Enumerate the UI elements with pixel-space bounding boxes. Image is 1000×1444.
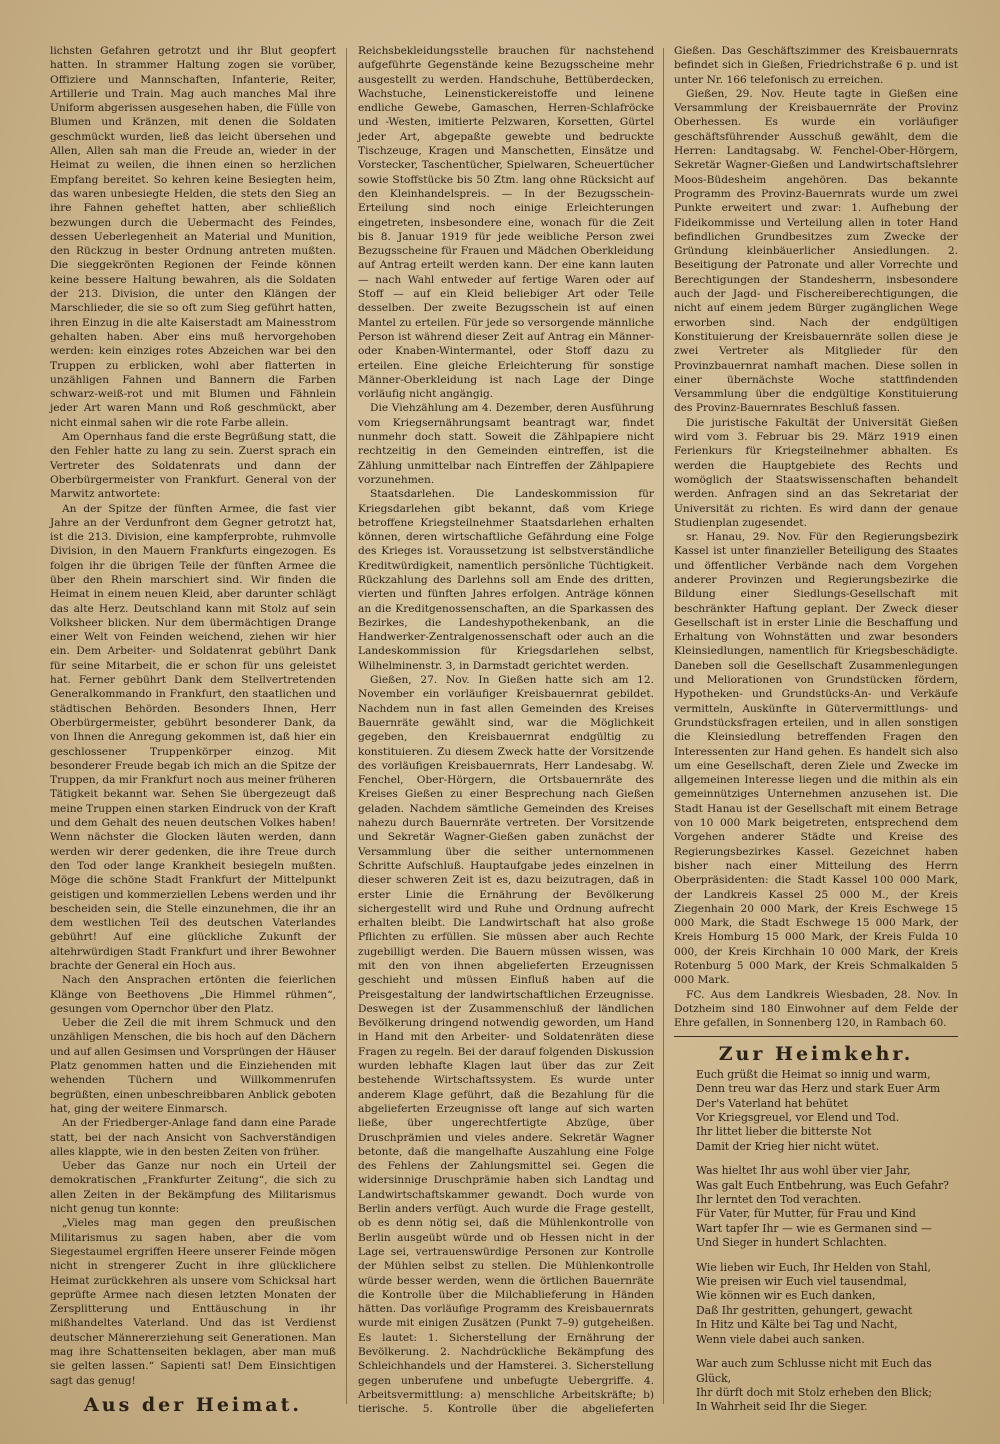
column-middle [350, 44, 662, 1414]
poem-line: Denn treu war das Herz und stark Euer Arm [696, 1082, 941, 1096]
poem-line: Vor Kriegsgreuel, vor Elend und Tod. [696, 1111, 900, 1124]
article-paragraph: Die Viehzählung am 4. Dezember, deren Ausführung vom Kriegsernährungsamt beantragt war, findet nunmehr doch statt. Soweit die Zählpapiere nicht rechtzeitig in den Gemeinden eintreffen, ist die Zählung unmittelbar nach Eintreffen der Zählpapiere vorzunehmen. [358, 402, 654, 486]
poem-line: Was hieltet Ihr aus wohl über vier Jahr, [696, 1164, 911, 1178]
article-paragraph: An der Friedberger-Anlage fand dann eine Parade statt, bei der nach Ansicht von Sachverständigen alles klappte, wie in den besten Zeiten von früher. [50, 1117, 336, 1158]
divider [674, 1036, 958, 1037]
poem-line: Damit der Krieg hier nicht wütet. [696, 1139, 880, 1153]
article-paragraph: Gießen, 27. Nov. In Gießen hatte sich am 12. November ein vorläufiger Kreisbauernrat gebildet. Nachdem nun in fast allen Gemeinden des Kreises Bauernräte gewählt sind, war die Möglichkeit gegeben, den Kreisbauernrat endgültig zu konstituieren. Zu diesem Zweck hatte der Vorsitzende des vorläufigen Kreisbauernrats, Herr Landesabg. W. Fenchel, Ober-Hörgern, die Ortsbauernräte des Kreises Gießen zu einer Besprechung nach Gießen geladen. Nachdem sämtliche Gemeinden des Kreises nahezu durch Bauernräte vertreten. Der Vorsitzende und Sekretär Wagner-Gießen gaben zunächst der Versammlung über die seither unternommenen Schritte Aufschluß. Hauptaufgabe jedes einzelnen in dieser schweren Zeit ist es, dazu beizutragen, daß in erster Linie die Ernährung der Bevölkerung sichergestellt wird und Ruhe und Ordnung aufrecht erhalten bleibt. Die Landwirtschaft hat also große Pflichten zu erfüllen. Sie müssen aber auch Rechte zugebilligt werden. Die Bauern müssen wissen, was mit den von ihnen abgelieferten Erzeugnissen geschieht und müssen Einfluß haben auf die Preisgestaltung der landwirtschaftlichen Erzeugnisse. Deswegen ist der Zusammenschluß der ländlichen Bevölkerung dringend notwendig geworden, um Hand in Hand mit den Arbeiter- und Soldatenräten diese Fragen zu regeln. Bei der darauf folgenden Diskussion wurden lebhafte Klagen laut über das zur Zeit bestehende Wirtschaftssystem. Es wurde unter anderem Klage geführt, daß die Bezahlung für die abgelieferten Erzeugnisse oft lange auf sich warten ließe, über ungerechtfertigte Abzüge, über Druschprämien und vieles andere. Sekretär Wagner betonte, daß die mangelhafte Auszahlung eine Folge des Fehlens der Zahlungsmittel sei. Gegen die widersinnige Druschprämie haben sich Landtag und Landwirtschaftskammer gewandt. Doch wurde von Berlin anders verfügt. Auch wurde die Frage gestellt, ob es denn nötig sei, daß die Mühlenkontrolle von Berlin ausgeübt würde und ob Hessen nicht in der Lage sei, vertrauenswürdige Personen zur Kontrolle der Mühlen selbst zu stellen. Die Mühlenkontrolle würde besser werden, wenn die örtlichen Bauernräte die Kontrolle über die Milchablieferung in Händen hätten. Das vorläufige Programm des Kreisbauernrats wurde mit einigen Zusätzen (Punkt 7–9) gutgeheißen. Es lautet: 1. Sicherstellung der Ernährung der Bevölkerung. 2. Nachdrückliche Bekämpfung des Schleichhandels und der Hamsterei. 3. Sicherstellung gegen unberufene und unbefugte Uebergriffe. 4. Arbeitsvermittlung: a) menschliche Arbeitskräfte; b) tierische. 5. Kontrolle über die abgelieferten [358, 674, 654, 1414]
poem-line: Wie preisen wir Euch viel tausendmal, [696, 1275, 907, 1289]
poem-line: Ihr littet lieber die bitterste Not [696, 1125, 872, 1139]
poem-stanza [696, 1164, 958, 1250]
article-paragraph: Reichsbekleidungsstelle brauchen für nachstehend aufgeführte Gegenstände keine Bezugsscheine mehr ausgestellt zu werden. Handschuhe, Bettüberdecken, Wachstuche, Leinenstickereistoffe und leinene endliche Gewebe, Gamaschen, Herren-Schlafröcke und -Westen, imitierte Pelzwaren, Korsetten, Gürtel jeder Art, abgepaßte gewebte und bedruckte Tischzeuge, Kragen und Manschetten, Einsätze und Vorstecker, Taschentücher, Spielwaren, Scheuertücher sowie Stoffstücke bis 50 Ztm. lang ohne Rücksicht auf den Kleinhandelspreis. — In der Bezugsschein-Erteilung sind noch einige Erleichterungen eingetreten, insbesondere eine, wonach für die Zeit bis 8. Januar 1919 für jede weibliche Person zwei Bezugsscheine für Frauen und Mädchen Oberkleidung auf Antrag erteilt werden kann. Der eine kann lauten — nach Wahl entweder auf fertige Waren oder auf Stoff — auf ein Kleid beliebiger Art oder Teile desselben. Der zweite Bezugsschein ist auf einen Mantel zu erteilen. Für jede so versorgende männliche Person ist während dieser Zeit auf Antrag ein Männer- oder Knaben-Wintermantel, oder Stoff dazu zu erteilen. Eine gleiche Erleichterung für sonstige Männer-Oberkleidung ist nach Lage der Dinge vorläufig nicht angängig. [358, 45, 654, 401]
poem-title: Zur Heimkehr. [718, 1043, 914, 1066]
poem-line: Ihr lerntet den Tod verachten. [696, 1193, 862, 1207]
poem-line: Ihr dürft doch mit Stolz erheben den Blick; [696, 1385, 933, 1399]
poem-line: Wie lieben wir Euch, Ihr Helden von Stahl, [696, 1260, 931, 1274]
poem-stanza [696, 1261, 958, 1347]
column-rule [663, 48, 664, 1404]
poem-line: In Wahrheit seid Ihr die Sieger. [696, 1400, 868, 1414]
poem-stanza [696, 1068, 958, 1154]
article-paragraph: Staatsdarlehen. Die Landeskommission für Kriegsdarlehen gibt bekannt, daß vom Kriege betroffene Kriegsteilnehmer Staatsdarlehen erhalten können, deren wirtschaftliche Gefährdung eine Folge des Krieges ist. Voraussetzung ist selbstverständliche Kreditwürdigkeit, namentlich persönliche Tüchtigkeit. Rückzahlung des Darlehns soll am Ende des dritten, vierten und fünften Jahres erfolgen. Anträge können an die Kreditgenossenschaften, an die Sparkassen des Bezirkes, die Landeshypothekenbank, an die Handwerker-Zentralgenossenschaft oder auch an die Landeskommission für Kriegsdarlehen selbst, Wilhelminenstr. 3, in Darmstadt gerichtet werden. [358, 488, 654, 672]
article-paragraph: An der Spitze der fünften Armee, die fast vier Jahre an der Verdunfront dem Gegner getrotzt hat, ist die 213. Division, eine kampferprobte, ruhmvolle Division, in den Mauern Frankfurts eingezogen. Es folgen ihr die übrigen Teile der fünften Armee die über den Rhein marschiert sind. Wir finden die Heimat in einem neuen Kleid, aber darunter schlägt das alte Herz. Deutschland kann mit Stolz auf sein Volksheer blicken. Nur dem übermächtigen Drange einer Welt von Feinden weichend, ziehen wir hier ein. Dem Arbeiter- und Soldatenrat gebührt Dank für seine Mitarbeit, die er schon für uns geleistet hat. Ferner gebührt Dank dem Stellvertretenden Generalkommando in Frankfurt, den staatlichen und städtischen Behörden. Besonders Ihnen, Herr Oberbürgermeister, gebührt besonderer Dank, da von Ihnen die Anregung gekommen ist, daß hier ein geschlossener Truppenkörper einzog. Mit besonderer Freude begab ich mich an die Spitze der Truppen, da mir Frankfurt noch aus meiner früheren Tätigkeit bekannt war. Sehen Sie übergezeugt daß meine Truppen einen starken Eindruck von der Kraft und dem Gehalt des neuen deutschen Volkes haben! Wenn nächster die Glocken läuten werden, dann werden wir derer gedenken, die ihre Treue durch den Tod oder lange Krankheit besiegeln mußten. Möge die schöne Stadt Frankfurt der Mittelpunkt geistigen und kommerziellen Lebens werden und ihr bescheiden sein, die Stelle einzunehmen, die ihr an dem westlichen Teil des deutschen Vaterlandes gebührt! Auf eine glückliche Zukunft der altehrwürdigen Stadt Frankfurt und ihrer Bewohner brachte der General ein Hoch aus. [50, 502, 336, 972]
poem-line: Wie können wir es Euch danken, [696, 1289, 876, 1303]
article-paragraph: Ueber die Zeil die mit ihrem Schmuck und den unzähligen Menschen, die bis hoch auf den Dächern und auf allen Gesimsen und Vorsprüngen der Häuser Platz genommen hatten und die Einziehenden mit wehenden Tüchern und Willkommenrufen begrüßten, einen unbeschreibbaren Anblick geboten hat, ging der weitere Einmarsch. [50, 1017, 336, 1115]
poem [674, 1068, 958, 1414]
column-rule [346, 48, 347, 1404]
article-paragraph: Ueber das Ganze nur noch ein Urteil der demokratischen „Frankfurter Zeitung“, die sich zu allen Zeiten in der Bekämpfung des Militarismus nicht genug tun konnte: [50, 1160, 336, 1216]
poem-line: War auch zum Schlusse nicht mit Euch das Glück, [696, 1357, 932, 1385]
column-right [666, 44, 966, 1414]
poem-line: Wenn viele dabei auch sanken. [696, 1332, 865, 1346]
section-heading-heimat: Aus der Heimat. [84, 1393, 302, 1414]
article-paragraph: Gießen, 29. Nov. Heute tagte in Gießen eine Versammlung der Kreisbauernräte der Provinz Oberhessen. Es wurde ein vorläufiger geschäftsführender Ausschuß gewählt, dem die Herren: Landtagsabg. W. Fenchel-Ober-Hörgern, Sekretär Wagner-Gießen und Landwirtschaftslehrer Moos-Büdesheim angehören. Das bekannte Programm des Provinz-Bauernrats wurde um zwei Punkte erweitert und zwar: 1. Aufhebung der Fideikommisse und Verteilung allen in toter Hand befindlichen Grundbesitzes zum Zwecke der Gründung kleinbäuerlicher Ansiedlungen. 2. Beseitigung der Patronate und aller Vorrechte und Berechtigungen der Standesherrn, insbesondere auch der Jagd- und Fischereiberechtigungen, die nicht auf einem jedem Bürger zugänglichen Wege erworben sind. Nach der endgültigen Konstituierung der Kreisbauernräte sollen diese je zwei Vertreter als Mitglieder für den Provinzbauernrat namhaft machen. Diese sollen in einer übernächste Woche stattfindenden Versammlung über die endgültige Konstituierung des Provinz-Bauernrates Beschluß fassen. [674, 87, 958, 415]
article-paragraph: „Vieles mag man gegen den preußischen Militarismus zu sagen haben, aber die vom Siegestaumel ergriffen Heere unserer Feinde mögen nicht in strengerer Zucht in ihre glücklichere Heimat zurückkehren als unsere vom Schicksal hart geprüfte Armee nach diesen letzten Monaten der Zersplitterung und Enttäuschung in ihr mißhandeltes Vaterland. Und das ist Verdienst deutscher Männererziehung seit Generationen. Man mag ihre Schattenseiten beklagen, aber man muß sie gelten lassen.“ Sapienti sat! Dem Einsichtigen sagt das genug! [50, 1217, 336, 1387]
article-paragraph: Nach den Ansprachen ertönten die feierlichen Klänge von Beethovens „Die Himmel rühmen“, gesungen vom Opernchor über den Platz. [50, 974, 336, 1015]
poem-line: Und Sieger in hundert Schlachten. [696, 1236, 887, 1250]
article-paragraph: lichsten Gefahren getrotzt und ihr Blut geopfert hatten. In strammer Haltung zogen sie vorüber, Offiziere und Mannschaften, Infanterie, Reiter, Artillerie und Train. Mag auch manches Mal ihre Uniform abgerissen ausgesehen haben, die Fülle von Blumen und Kränzen, mit denen die Soldaten geschmückt wurden, ließ das leicht übersehen und Allen, Allen sah man die Freude an, wieder in der Heimat zu weilen, die ihnen einen so herzlichen Empfang bereitet. So kehren keine Besiegten heim, das waren unbesiegte Helden, die stets den Sieg an ihre Fahnen geheftet hatten, aber schließlich bezwungen durch die Uebermacht des Feindes, dessen Ueberlegenheit an Material und Munition, den Rückzug in bester Ordnung antreten mußten. Die sieggekrönten Regionen der Feinde können keine bessere Haltung bewahren, als die Soldaten der 213. Division, die unter den Klängen der Marschlieder, die sie so oft zum Sieg geführt hatten, ihren Einzug in die alte Kaiserstadt am Mainesstrom gehalten haben. Aber eins muß hervorgehoben werden: kein einziges rotes Abzeichen war bei den Truppen zu erblicken, wohl aber flatterten in unzähligen Fahnen und Bannern die Farben schwarz-weiß-rot und mit Blumen und Fähnlein jeder Art waren Mann und Roß geschmückt, aber nicht einmal sahen wir die rote Farbe allein. [50, 45, 336, 429]
article-paragraph: Am Opernhaus fand die erste Begrüßung statt, die den Fehler hatte zu lang zu sein. Zuerst sprach ein Vertreter des Soldatenrats und dann der Oberbürgermeister von Frankfurt. General von der Marwitz antwortete: [50, 431, 336, 501]
poem-line: In Hitz und Kälte bei Tag und Nacht, [696, 1318, 898, 1332]
column-left [42, 44, 344, 1414]
poem-line: Was galt Euch Entbehrung, was Euch Gefahr? [696, 1178, 949, 1192]
poem-stanza [696, 1357, 958, 1414]
poem-line: Euch grüßt die Heimat so innig und warm, [696, 1067, 931, 1081]
article-paragraph: Gießen. Das Geschäftszimmer des Kreisbauernrats befindet sich in Gießen, Friedrichstraße 6 p. und ist unter Nr. 166 telefonisch zu erreichen. [674, 45, 958, 86]
article-paragraph: Die juristische Fakultät der Universität Gießen wird vom 3. Februar bis 29. März 1919 einen Ferienkurs für Kriegsteilnehmer abhalten. Es werden die Hauptgebiete des Rechts und womöglich der Staatswissenschaften behandelt werden. Anfragen sind an das Sekretariat der Universität zu richten. Es wird dann der genaue Studienplan zugesendet. [674, 416, 958, 529]
article-paragraph: FC. Aus dem Landkreis Wiesbaden, 28. Nov. In Dotzheim sind 180 Einwohner auf dem Felde der Ehre gefallen, in Sonnenberg 120, in Rambach 60. [674, 988, 958, 1030]
poem-line: Daß Ihr gestritten, gehungert, gewacht [696, 1303, 913, 1317]
poem-line: Für Vater, für Mutter, für Frau und Kind [696, 1207, 916, 1221]
poem-line: Wart tapfer Ihr — wie es Germanen sind — [696, 1221, 932, 1235]
article-paragraph: sr. Hanau, 29. Nov. Für den Regierungsbezirk Kassel ist unter finanzieller Beteiligung des Staates und öffentlicher Verbände nach dem Vorgehen anderer Provinzen und Regierungsbezirke die Bildung einer Siedlungs-Gesellschaft mit beschränkter Haftung geplant. Der Zweck dieser Gesellschaft ist in erster Linie die Beschaffung und Erhaltung von Wohnstätten und zwar besonders Kleinsiedlungen, namentlich für Kriegsbeschädigte. Daneben soll die Gesellschaft Zusammenlegungen und Meliorationen von Grundstücken fördern, Hypotheken- und Grundstücks-An- und Verkäufe vermitteln, Auskünfte in Gütervermittlungs- und Grundstücksfragen erteilen, und in allen sonstigen die Kleinsiedlung betreffenden Fragen den Interessenten zur Hand gehen. Es handelt sich also um eine Gesellschaft, deren Ziele und Zwecke im allgemeinen Interesse liegen und die mithin als ein gemeinnütziges Unternehmen anzusehen ist. Die Stadt Hanau ist der Gesellschaft mit einem Betrage von 10 000 Mark beigetreten, entsprechend dem Vorgehen anderer Städte und Kreise des Regierungsbezirkes Kassel. Gezeichnet haben bisher nach einer Mitteilung des Herrn Oberpräsidenten: die Stadt Kassel 100 000 Mark, der Landkreis Kassel 25 000 M., der Kreis Ziegenhain 20 000 Mark, der Kreis Eschwege 15 000 Mark, die Stadt Eschwege 15 000 Mark, der Kreis Homburg 15 000 Mark, der Kreis Fulda 10 000, der Kreis Kirchhain 10 000 Mark, der Kreis Rotenburg 5 000 Mark, der Kreis Schmalkalden 5 000 Mark. [674, 531, 958, 987]
poem-line: Der's Vaterland hat behütet [696, 1096, 848, 1110]
